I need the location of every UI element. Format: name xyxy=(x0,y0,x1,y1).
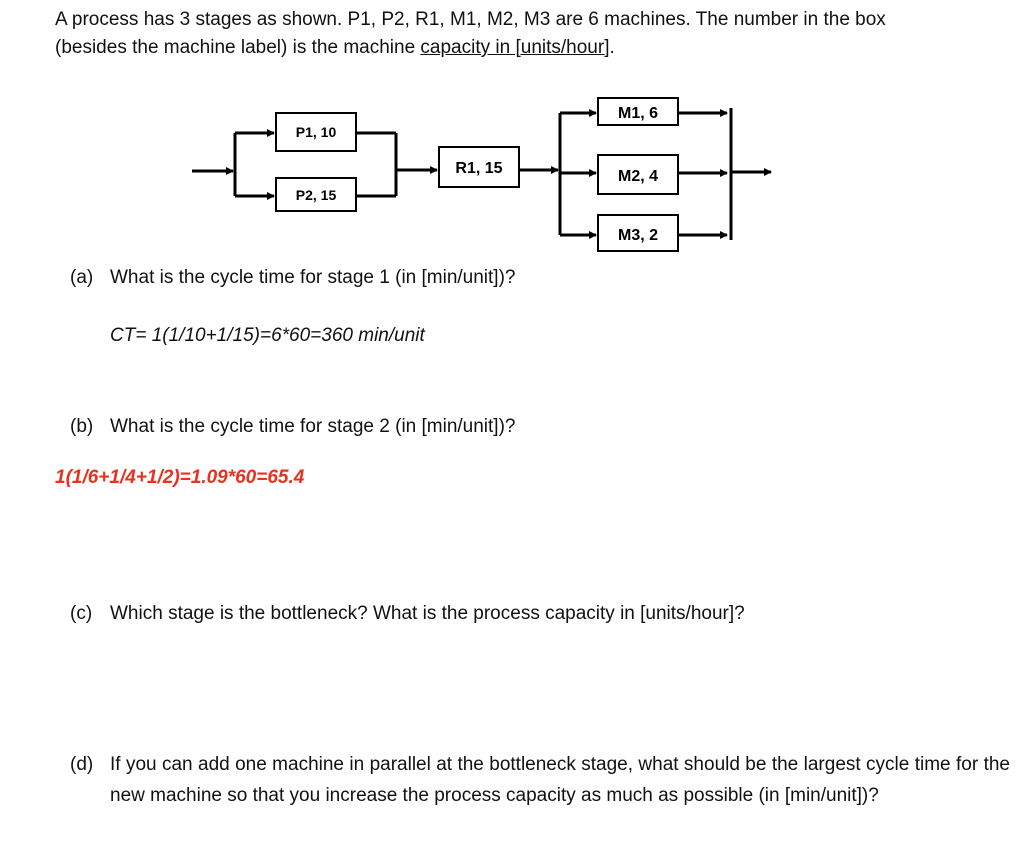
capacity-units-underlined: capacity in [units/hour] xyxy=(420,37,610,58)
machine-m3-label: M3, 2 xyxy=(617,227,659,244)
machine-p2 xyxy=(276,178,356,211)
machine-r1-label: R1, 15 xyxy=(455,160,503,177)
machine-m1-label: M1, 6 xyxy=(617,105,659,122)
answer-a: CT= 1(1/10+1/15)=6*60=360 min/unit xyxy=(110,325,425,346)
machine-m2-label: M2, 4 xyxy=(617,168,659,185)
question-d-label: (d) xyxy=(70,754,94,775)
machine-p1 xyxy=(276,113,356,151)
machine-p1-label: P1, 10 xyxy=(295,124,337,140)
intro-line-2-suffix: . xyxy=(609,37,615,58)
machine-r1 xyxy=(439,147,519,187)
question-b-label: (b) xyxy=(70,416,94,437)
question-a xyxy=(70,262,770,293)
question-c xyxy=(70,598,970,629)
question-d xyxy=(70,749,1010,842)
question-c-text: Which stage is the bottleneck? What is the process capacity in [units/hour]? xyxy=(110,603,745,624)
intro-line-2-prefix: (besides the machine label) is the machine xyxy=(55,37,421,58)
question-a-label: (a) xyxy=(70,267,94,288)
machine-p2-label: P2, 15 xyxy=(295,187,337,203)
machine-m3 xyxy=(598,215,678,251)
machine-m1 xyxy=(598,98,678,125)
question-d-text: If you can add one machine in parallel at the bottleneck stage, what should be the largest cycle time for the new machine so that you increase the process capacity as much as possible (in [min/unit])? xyxy=(110,754,1010,806)
machine-m2 xyxy=(598,155,678,194)
question-b xyxy=(70,411,770,442)
question-a-text: What is the cycle time for stage 1 (in [min/unit])? xyxy=(110,267,516,288)
question-b-text: What is the cycle time for stage 2 (in [min/unit])? xyxy=(110,416,516,437)
answer-b: 1(1/6+1/4+1/2)=1.09*60=65.4 xyxy=(55,467,305,488)
question-c-label: (c) xyxy=(70,603,93,624)
intro-line-1: A process has 3 stages as shown. P1, P2, R1, M1, M2, M3 are 6 machines. The number in the box xyxy=(55,9,886,30)
